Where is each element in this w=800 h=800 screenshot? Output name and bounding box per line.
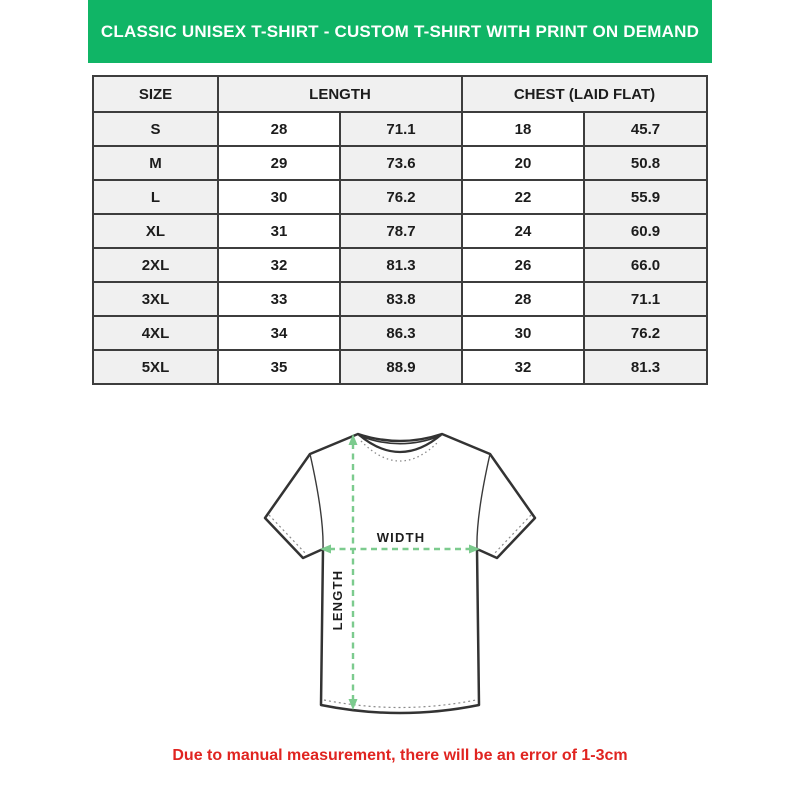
cell-length-cm: 78.7 (340, 214, 462, 248)
cell-size: 4XL (93, 316, 218, 350)
table-row (93, 282, 707, 316)
cell-length-cm: 71.1 (340, 112, 462, 146)
cell-chest-in: 30 (462, 316, 584, 350)
cell-size: L (93, 180, 218, 214)
width-label: WIDTH (376, 530, 426, 545)
table-row (93, 146, 707, 180)
cell-size: 5XL (93, 350, 218, 384)
tshirt-measurement-diagram (250, 421, 550, 721)
cell-length-in: 31 (218, 214, 340, 248)
cell-length-in: 33 (218, 282, 340, 316)
cell-length-cm: 88.9 (340, 350, 462, 384)
cell-chest-cm: 71.1 (584, 282, 707, 316)
cell-length-cm: 76.2 (340, 180, 462, 214)
table-row (93, 316, 707, 350)
cell-length-in: 28 (218, 112, 340, 146)
table-row (93, 248, 707, 282)
cell-length-in: 29 (218, 146, 340, 180)
cell-chest-in: 24 (462, 214, 584, 248)
cell-length-cm: 73.6 (340, 146, 462, 180)
cell-size: S (93, 112, 218, 146)
cell-chest-in: 26 (462, 248, 584, 282)
cell-length-in: 32 (218, 248, 340, 282)
cell-chest-in: 22 (462, 180, 584, 214)
cell-chest-in: 18 (462, 112, 584, 146)
cell-size: M (93, 146, 218, 180)
length-label: LENGTH (330, 569, 345, 631)
measurement-disclaimer: Due to manual measurement, there will be an error of 1-3cm (172, 747, 628, 764)
table-row (93, 350, 707, 384)
cell-length-cm: 86.3 (340, 316, 462, 350)
cell-length-cm: 81.3 (340, 248, 462, 282)
cell-size: 2XL (93, 248, 218, 282)
cell-chest-cm: 50.8 (584, 146, 707, 180)
cell-chest-cm: 66.0 (584, 248, 707, 282)
table-row (93, 112, 707, 146)
cell-chest-in: 28 (462, 282, 584, 316)
table-row (93, 214, 707, 248)
table-row (93, 180, 707, 214)
tshirt-outline (265, 434, 535, 713)
page-title: CLASSIC UNISEX T-SHIRT - CUSTOM T-SHIRT WITH PRINT ON DEMAND (100, 21, 700, 41)
cell-size: XL (93, 214, 218, 248)
col-header-chest: CHEST (LAID FLAT) (462, 76, 707, 112)
cell-chest-cm: 81.3 (584, 350, 707, 384)
cell-chest-cm: 76.2 (584, 316, 707, 350)
cell-chest-cm: 55.9 (584, 180, 707, 214)
cell-chest-cm: 45.7 (584, 112, 707, 146)
title-banner (88, 0, 712, 63)
col-header-size: SIZE (93, 76, 218, 112)
col-header-length: LENGTH (218, 76, 462, 112)
cell-chest-cm: 60.9 (584, 214, 707, 248)
cell-length-cm: 83.8 (340, 282, 462, 316)
table-header-row (93, 76, 707, 112)
cell-length-in: 35 (218, 350, 340, 384)
size-chart-table (92, 75, 708, 385)
cell-length-in: 34 (218, 316, 340, 350)
cell-chest-in: 20 (462, 146, 584, 180)
cell-size: 3XL (93, 282, 218, 316)
cell-chest-in: 32 (462, 350, 584, 384)
cell-length-in: 30 (218, 180, 340, 214)
